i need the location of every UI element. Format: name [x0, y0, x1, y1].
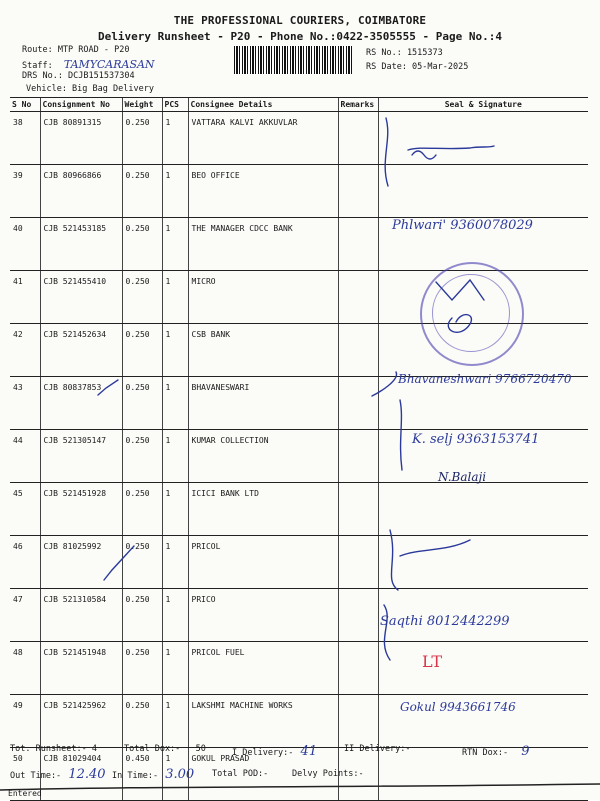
- cell-sno: 50: [10, 748, 40, 801]
- rtn-dox-value: 9: [521, 744, 530, 759]
- cell-remarks: [338, 377, 378, 430]
- cell-consignment-no: CJB 521452634: [40, 324, 122, 377]
- cell-remarks: [338, 695, 378, 748]
- cell-weight: 0.250: [122, 112, 162, 165]
- handwriting-row45: N.Balaji: [438, 470, 487, 484]
- table-header-row: [10, 98, 588, 112]
- table-row: [10, 112, 588, 165]
- cell-remarks: [338, 536, 378, 589]
- barcode-image: [234, 46, 352, 74]
- col-sno: S No: [10, 98, 40, 112]
- cell-weight: 0.250: [122, 430, 162, 483]
- cell-consignment-no: CJB 521451948: [40, 642, 122, 695]
- staff-row: [22, 58, 155, 71]
- cell-consignee: PRICO: [188, 589, 338, 642]
- drs-number: DRS No.: DCJB151537304: [22, 71, 135, 81]
- out-time-value: 12.40: [68, 767, 106, 782]
- total-dox: Total Dox:- 50: [124, 744, 206, 754]
- cell-consignee: MICRO: [188, 271, 338, 324]
- cell-sno: 40: [10, 218, 40, 271]
- cell-weight: 0.250: [122, 483, 162, 536]
- cell-sno: 41: [10, 271, 40, 324]
- cell-sno: 47: [10, 589, 40, 642]
- cell-consignee: LAKSHMI MACHINE WORKS: [188, 695, 338, 748]
- total-pod: Total POD:-: [212, 769, 269, 779]
- cell-sno: 49: [10, 695, 40, 748]
- cell-remarks: [338, 271, 378, 324]
- cell-consignment-no: CJB 80891315: [40, 112, 122, 165]
- cell-consignment-no: CJB 81029404: [40, 748, 122, 801]
- cell-weight: 0.450: [122, 748, 162, 801]
- cell-consignment-no: CJB 521453185: [40, 218, 122, 271]
- table-row: [10, 165, 588, 218]
- cell-sno: 45: [10, 483, 40, 536]
- rtn-dox: [462, 744, 529, 759]
- col-pcs: PCS: [162, 98, 188, 112]
- cell-consignment-no: CJB 80966866: [40, 165, 122, 218]
- cell-remarks: [338, 165, 378, 218]
- footer-rule: [0, 780, 600, 794]
- cell-weight: 0.250: [122, 642, 162, 695]
- cell-pcs: 1: [162, 589, 188, 642]
- cell-pcs: 1: [162, 695, 188, 748]
- i-delivery-label: I Delivery:-: [232, 748, 294, 758]
- cell-pcs: 1: [162, 218, 188, 271]
- cell-remarks: [338, 483, 378, 536]
- col-seal-signature: Seal & Signature: [378, 98, 588, 112]
- cell-sno: 46: [10, 536, 40, 589]
- col-weight: Weight: [122, 98, 162, 112]
- cell-weight: 0.250: [122, 377, 162, 430]
- cell-consignee: BEO OFFICE: [188, 165, 338, 218]
- cell-pcs: 1: [162, 271, 188, 324]
- cell-remarks: [338, 112, 378, 165]
- cell-weight: 0.250: [122, 271, 162, 324]
- cell-pcs: 1: [162, 748, 188, 801]
- tot-runsheet: Tot. Runsheet:- 4: [10, 744, 97, 754]
- cell-sno: 48: [10, 642, 40, 695]
- cell-consignment-no: CJB 521305147: [40, 430, 122, 483]
- cell-pcs: 1: [162, 165, 188, 218]
- cell-pcs: 1: [162, 642, 188, 695]
- cell-pcs: 1: [162, 112, 188, 165]
- cell-consignee: ICICI BANK LTD: [188, 483, 338, 536]
- cell-pcs: 1: [162, 377, 188, 430]
- cell-weight: 0.250: [122, 536, 162, 589]
- handwriting-row48: Saqthi 8012442299: [380, 614, 510, 629]
- cell-consignment-no: CJB 521451928: [40, 483, 122, 536]
- handwriting-row44: K. selj 9363153741: [412, 432, 540, 447]
- table-row: [10, 536, 588, 589]
- vehicle-text: Vehicle: Big Bag Delivery: [26, 84, 154, 94]
- cell-consignment-no: CJB 521425962: [40, 695, 122, 748]
- col-consignment: Consignment No: [40, 98, 122, 112]
- rs-number: RS No.: 1515373: [366, 48, 443, 58]
- i-delivery: [232, 744, 317, 759]
- cell-consignee: BHAVANESWARI: [188, 377, 338, 430]
- out-time-label: Out Time:-: [10, 771, 62, 781]
- rs-date: RS Date: 05-Mar-2025: [366, 62, 469, 72]
- cell-consignee: THE MANAGER CDCC BANK: [188, 218, 338, 271]
- in-time-value: 3.00: [165, 767, 195, 782]
- cell-pcs: 1: [162, 430, 188, 483]
- cell-weight: 0.250: [122, 589, 162, 642]
- cell-consignee: PRICOL: [188, 536, 338, 589]
- cell-consignee: PRICOL FUEL: [188, 642, 338, 695]
- cell-consignee: GOKUL PRASAD: [188, 748, 338, 801]
- staff-name: TAMYCARASAN: [63, 58, 155, 71]
- route-text: Route: MTP ROAD - P20: [22, 45, 130, 55]
- handwriting-row40: Phlwari' 9360078029: [392, 218, 533, 233]
- cell-consignment-no: CJB 521455410: [40, 271, 122, 324]
- staff-label: Staff:: [22, 61, 53, 71]
- cell-signature: [378, 642, 588, 695]
- cell-signature: [378, 165, 588, 218]
- cell-sno: 44: [10, 430, 40, 483]
- company-title: THE PROFESSIONAL COURIERS, COIMBATORE: [173, 14, 427, 27]
- cell-sno: 38: [10, 112, 40, 165]
- col-consignee: Consignee Details: [188, 98, 338, 112]
- cell-pcs: 1: [162, 536, 188, 589]
- col-remarks: Remarks: [338, 98, 378, 112]
- cell-consignee: VATTARA KALVI AKKUVLAR: [188, 112, 338, 165]
- cell-weight: 0.250: [122, 218, 162, 271]
- cell-signature: [378, 112, 588, 165]
- cell-weight: 0.250: [122, 324, 162, 377]
- cell-consignment-no: CJB 81025992: [40, 536, 122, 589]
- cell-sno: 43: [10, 377, 40, 430]
- cell-signature: [378, 483, 588, 536]
- cell-remarks: [338, 218, 378, 271]
- cell-sno: 39: [10, 165, 40, 218]
- company-seal-inner-ring: [432, 274, 510, 352]
- cell-pcs: 1: [162, 324, 188, 377]
- runsheet-subtitle: Delivery Runsheet - P20 - Phone No.:0422-3505555 - Page No.:4: [98, 30, 502, 43]
- i-delivery-value: 41: [300, 744, 318, 759]
- handwriting-row43: Bhavaneshwari 9766720470: [398, 372, 572, 386]
- table-row: [10, 483, 588, 536]
- table-row: [10, 642, 588, 695]
- cell-sno: 42: [10, 324, 40, 377]
- cell-signature: [378, 536, 588, 589]
- runsheet-table: [10, 97, 588, 801]
- cell-remarks: [338, 430, 378, 483]
- cell-consignment-no: CJB 521310584: [40, 589, 122, 642]
- handwriting-row50: Gokul 9943661746: [400, 700, 516, 714]
- cell-consignee: CSB BANK: [188, 324, 338, 377]
- cell-weight: 0.250: [122, 165, 162, 218]
- cell-weight: 0.250: [122, 695, 162, 748]
- ii-delivery: II Delivery:-: [344, 744, 411, 754]
- cell-consignee: KUMAR COLLECTION: [188, 430, 338, 483]
- handwriting-row49: LT: [422, 652, 442, 671]
- in-time-label: In Time:-: [112, 771, 159, 781]
- entered-label: Entered: [8, 789, 42, 798]
- rtn-dox-label: RTN Dox:-: [462, 748, 509, 758]
- cell-consignment-no: CJB 80837853: [40, 377, 122, 430]
- cell-pcs: 1: [162, 483, 188, 536]
- delvy-points: Delvy Points:-: [292, 769, 364, 779]
- cell-remarks: [338, 589, 378, 642]
- cell-remarks: [338, 642, 378, 695]
- cell-remarks: [338, 324, 378, 377]
